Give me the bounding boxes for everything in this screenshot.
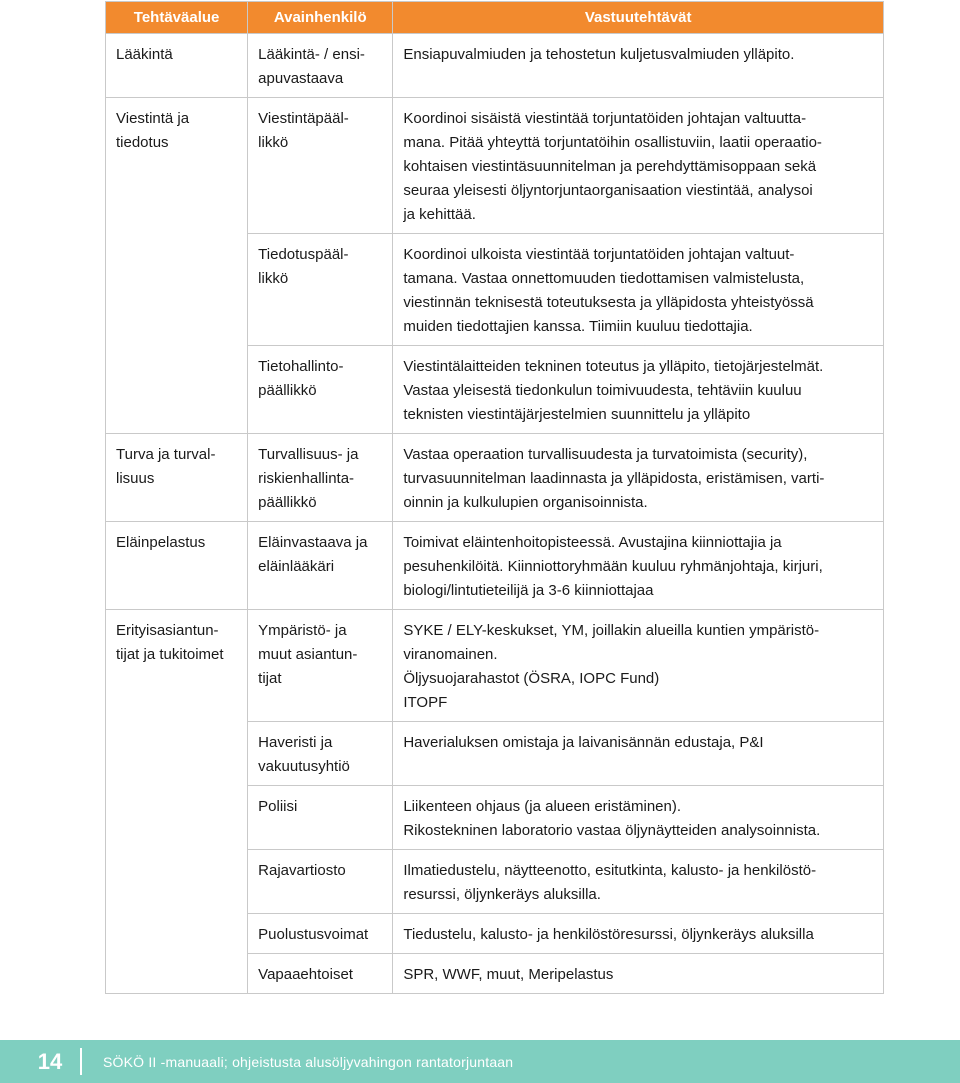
cell-text-line: Turva ja turval- (116, 446, 216, 463)
cell-text-line: Toimivat eläintenhoitopisteessä. Avustajina kiinniottajia ja (403, 534, 782, 551)
table-row (106, 786, 884, 850)
table-row (106, 234, 884, 346)
responsibility-cell (393, 98, 884, 234)
cell-text-line: oinnin ja kulkulupien organisoinnista. (403, 494, 648, 511)
cell-text-line: Tiedustelu, kalusto- ja henkilöstöresurssi, öljynkeräys aluksilla (403, 926, 814, 943)
task-area-cell (106, 914, 248, 954)
cell-text-line: Tietohallinto- (258, 358, 344, 375)
cell-text-line: Ensiapuvalmiuden ja tehostetun kuljetusvalmiuden ylläpito. (403, 46, 795, 63)
key-person-cell (248, 234, 393, 346)
cell-text-line: Viestintäpääl- (258, 110, 349, 127)
cell-text-line: Vapaaehtoiset (258, 966, 353, 983)
cell-text-line: päällikkö (258, 382, 317, 399)
cell-text-line: Haveristi ja (258, 734, 333, 751)
cell-text-line: tijat (258, 670, 282, 687)
task-area-cell (106, 434, 248, 522)
key-person-cell (248, 346, 393, 434)
cell-text-line: tiedotus (116, 134, 169, 151)
cell-text-line: Rikostekninen laboratorio vastaa öljynäytteiden analysoinnista. (403, 822, 821, 839)
cell-text-line: tijat ja tukitoimet (116, 646, 224, 663)
key-person-cell (248, 954, 393, 994)
responsibility-cell (393, 610, 884, 722)
table-row (106, 914, 884, 954)
cell-text-line: likkö (258, 270, 289, 287)
cell-text-line: likkö (258, 134, 289, 151)
cell-text-line: resurssi, öljynkeräys aluksilla. (403, 886, 601, 903)
cell-text-line: Tiedotuspääl- (258, 246, 349, 263)
responsibility-cell (393, 850, 884, 914)
table-row (106, 722, 884, 786)
key-person-cell (248, 98, 393, 234)
footer-divider (80, 1048, 82, 1075)
cell-text-line: viranomainen. (403, 646, 498, 663)
table-row (106, 434, 884, 522)
task-area-cell (106, 34, 248, 98)
responsibility-table (105, 1, 884, 994)
cell-text-line: muiden tiedottajien kanssa. Tiimiin kuuluu tiedottajia. (403, 318, 753, 335)
page-footer (0, 1040, 960, 1083)
cell-text-line: Haverialuksen omistaja ja laivanisännän edustaja, P&I (403, 734, 764, 751)
header-responsibilities: Vastuutehtävät (393, 2, 884, 34)
task-area-cell (106, 98, 248, 234)
task-area-cell (106, 850, 248, 914)
table-row (106, 34, 884, 98)
cell-text-line: Viestintälaitteiden tekninen toteutus ja ylläpito, tietojärjestelmät. (403, 358, 824, 375)
cell-text-line: Viestintä ja (116, 110, 190, 127)
header-key-person: Avainhenkilö (248, 2, 393, 34)
cell-text-line: Lääkintä (116, 46, 173, 63)
key-person-cell (248, 722, 393, 786)
task-area-cell (106, 234, 248, 346)
responsibility-cell (393, 954, 884, 994)
task-area-cell (106, 522, 248, 610)
cell-text-line: Öljysuojarahastot (ÖSRA, IOPC Fund) (403, 670, 660, 687)
key-person-cell (248, 786, 393, 850)
table-row (106, 610, 884, 722)
cell-text-line: lisuus (116, 470, 155, 487)
task-area-cell (106, 346, 248, 434)
page-number: 14 (37, 1048, 63, 1074)
header-task-area: Tehtäväalue (106, 2, 248, 34)
cell-text-line: Rajavartiosto (258, 862, 346, 879)
cell-text-line: ITOPF (403, 694, 448, 711)
responsibility-cell (393, 914, 884, 954)
task-area-cell (106, 610, 248, 722)
cell-text-line: Liikenteen ohjaus (ja alueen eristäminen). (403, 798, 682, 815)
table-row (106, 850, 884, 914)
cell-text-line: tamana. Vastaa onnettomuuden tiedottamisen valmistelusta, (403, 270, 805, 287)
task-area-cell (106, 954, 248, 994)
cell-text-line: eläinlääkäri (258, 558, 335, 575)
cell-text-line: riskienhallinta- (258, 470, 355, 487)
key-person-cell (248, 522, 393, 610)
cell-text-line: Vastaa yleisestä tiedonkulun toimivuudesta, tehtäviin kuuluu (403, 382, 802, 399)
task-area-cell (106, 786, 248, 850)
task-area-cell (106, 722, 248, 786)
cell-text-line: seuraa yleisesti öljyntorjuntaorganisaation viestintää, analysoi (403, 182, 813, 199)
responsibility-cell (393, 722, 884, 786)
table-row (106, 954, 884, 994)
cell-text-line: Eläinpelastus (116, 534, 206, 551)
cell-text-line: Turvallisuus- ja (258, 446, 359, 463)
cell-text-line: Lääkintä- / ensi- (258, 46, 365, 63)
key-person-cell (248, 914, 393, 954)
cell-text-line: SPR, WWF, muut, Meripelastus (403, 966, 614, 983)
responsibility-cell (393, 346, 884, 434)
key-person-cell (248, 434, 393, 522)
cell-text-line: SYKE / ELY-keskukset, YM, joillakin alueilla kuntien ympäristö- (403, 622, 820, 639)
table-row (106, 522, 884, 610)
responsibility-cell (393, 34, 884, 98)
table-header-row (106, 2, 884, 34)
cell-text-line: viestinnän teknisestä toteutuksesta ja ylläpidosta yhteistyössä (403, 294, 814, 311)
responsibility-cell (393, 234, 884, 346)
footer-title: SÖKÖ II -manuaali; ohjeistusta alusöljyvahingon rantatorjuntaan (103, 1053, 514, 1070)
table-row (106, 98, 884, 234)
cell-text-line: Poliisi (258, 798, 298, 815)
cell-text-line: muut asiantun- (258, 646, 358, 663)
cell-text-line: teknisten viestintäjärjestelmien suunnittelu ja ylläpito (403, 406, 751, 423)
cell-text-line: Erityisasiantun- (116, 622, 219, 639)
cell-text-line: biologi/lintutieteilijä ja 3-6 kiinniottajaa (403, 582, 654, 599)
key-person-cell (248, 850, 393, 914)
cell-text-line: Koordinoi sisäistä viestintää torjuntatöiden johtajan valtuutta- (403, 110, 807, 127)
responsibility-cell (393, 786, 884, 850)
cell-text-line: Koordinoi ulkoista viestintää torjuntatöiden johtajan valtuut- (403, 246, 795, 263)
cell-text-line: pesuhenkilöitä. Kiinniottoryhmään kuuluu ryhmänjohtaja, kirjuri, (403, 558, 823, 575)
table-row (106, 346, 884, 434)
cell-text-line: Ilmatiedustelu, näytteenotto, esitutkinta, kalusto- ja henkilöstö- (403, 862, 817, 879)
responsibility-cell (393, 434, 884, 522)
cell-text-line: mana. Pitää yhteyttä torjuntatöihin osallistuviin, laatii operaatio- (403, 134, 822, 151)
responsibility-cell (393, 522, 884, 610)
cell-text-line: päällikkö (258, 494, 317, 511)
cell-text-line: vakuutusyhtiö (258, 758, 350, 775)
cell-text-line: kohtaisen viestintäsuunnitelman ja perehdyttämisoppaan sekä (403, 158, 817, 175)
cell-text-line: Puolustusvoimat (258, 926, 369, 943)
cell-text-line: Ympäristö- ja (258, 622, 347, 639)
key-person-cell (248, 34, 393, 98)
cell-text-line: turvasuunnitelman laadinnasta ja ylläpidosta, eristämisen, varti- (403, 470, 825, 487)
cell-text-line: ja kehittää. (403, 206, 476, 223)
cell-text-line: apuvastaava (258, 70, 344, 87)
key-person-cell (248, 610, 393, 722)
cell-text-line: Eläinvastaava ja (258, 534, 368, 551)
cell-text-line: Vastaa operaation turvallisuudesta ja turvatoimista (security), (403, 446, 808, 463)
